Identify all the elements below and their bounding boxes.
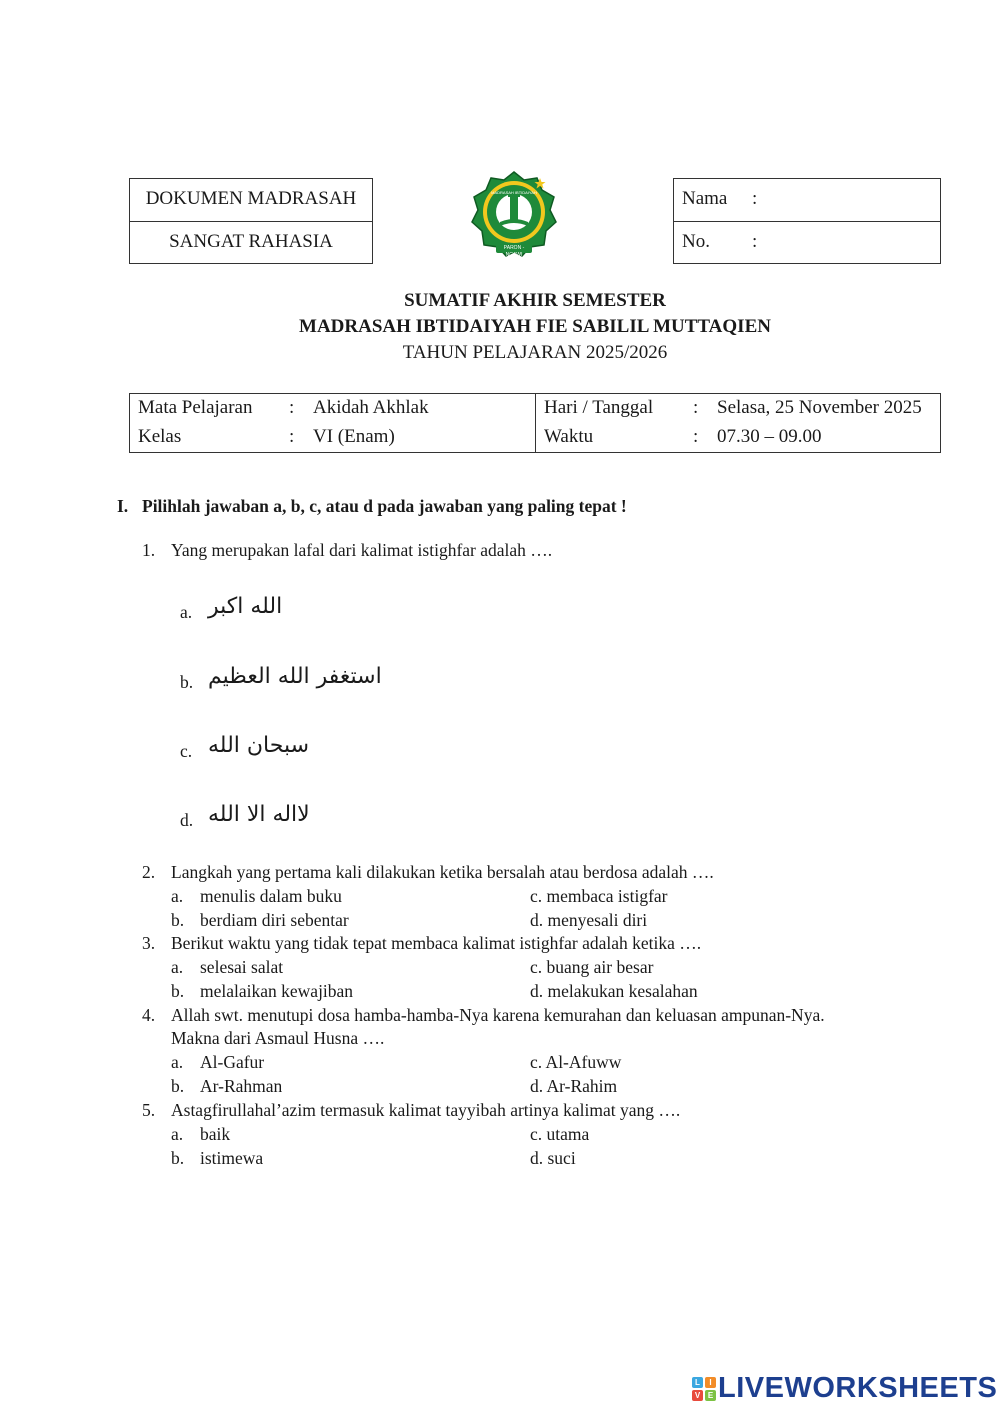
question-text-continued: Makna dari Asmaul Husna …. xyxy=(171,1028,385,1048)
option-letter: b. xyxy=(171,910,185,930)
logo-letter-l: L xyxy=(692,1377,703,1388)
option-letter: a. xyxy=(171,957,184,977)
day-label: Hari / Tanggal xyxy=(544,397,654,418)
day-colon: : xyxy=(693,397,699,418)
option-text[interactable]: melalaikan kewajiban xyxy=(200,981,354,1001)
option-text[interactable]: سبحان الله xyxy=(208,733,310,758)
subject-colon: : xyxy=(289,397,295,418)
option-letter: a. xyxy=(171,1052,184,1072)
class-label: Kelas xyxy=(138,426,182,447)
question-text: Astagfirullahal’azim termasuk kalimat tayyibah artinya kalimat yang …. xyxy=(171,1100,681,1120)
name-colon: : xyxy=(752,188,758,209)
logo-ring-text: MADRASAH IBTIDAIYAH xyxy=(491,190,537,195)
option-letter: b. xyxy=(171,1148,185,1168)
option-letter: a. xyxy=(171,1124,184,1144)
option-text[interactable]: الله اكبر xyxy=(208,594,283,619)
time-label: Waktu xyxy=(544,426,594,447)
question-number: 5. xyxy=(142,1100,156,1120)
option-letter: a. xyxy=(180,602,193,622)
option-text[interactable]: selesai salat xyxy=(200,957,284,977)
option-letter: b. xyxy=(171,1076,185,1096)
logo-letter-e: E xyxy=(705,1390,716,1401)
class-value: VI (Enam) xyxy=(313,426,395,447)
exam-info-table xyxy=(129,393,941,453)
option-letter: d. xyxy=(180,810,194,830)
logo-letter-v: V xyxy=(692,1390,703,1401)
option-letter: c. xyxy=(180,741,193,761)
option-text[interactable]: Al-Gafur xyxy=(200,1052,265,1072)
secret-label: SANGAT RAHASIA xyxy=(169,231,333,252)
option-text[interactable]: استغفر الله العظيم xyxy=(208,664,382,689)
section-number: I. xyxy=(117,496,129,516)
option-text[interactable]: لااله الا الله xyxy=(208,802,310,827)
subject-label: Mata Pelajaran xyxy=(138,397,253,418)
option-text[interactable]: istimewa xyxy=(200,1148,264,1168)
option-text[interactable]: baik xyxy=(200,1124,231,1144)
option-text[interactable]: berdiam diri sebentar xyxy=(200,910,349,930)
day-value: Selasa, 25 November 2025 xyxy=(717,397,922,418)
section-instruction: Pilihlah jawaban a, b, c, atau d pada jawaban yang paling tepat ! xyxy=(142,496,627,516)
logo-letter-i: I xyxy=(705,1377,716,1388)
madrasah-logo xyxy=(466,170,562,258)
option-text[interactable]: c. Al-Afuww xyxy=(530,1052,622,1072)
question-text: Allah swt. menutupi dosa hamba-hamba-Nya karena kemurahan dan keluasan ampunan-Nya. xyxy=(171,1005,825,1025)
option-text[interactable]: d. menyesali diri xyxy=(530,910,648,930)
name-label: Nama xyxy=(682,188,728,209)
option-letter: b. xyxy=(180,672,194,692)
option-text[interactable]: d. Ar-Rahim xyxy=(530,1076,618,1096)
time-colon: : xyxy=(693,426,699,447)
option-text[interactable]: d. suci xyxy=(530,1148,576,1168)
option-text[interactable]: c. buang air besar xyxy=(530,957,654,977)
question-text: Yang merupakan lafal dari kalimat istighfar adalah …. xyxy=(171,540,553,560)
document-label-box xyxy=(129,178,373,264)
liveworksheets-brand[interactable]: LIVEWORKSHEETS xyxy=(718,1372,998,1404)
subject-value: Akidah Akhlak xyxy=(313,397,429,418)
question-text: Langkah yang pertama kali dilakukan ketika bersalah atau berdosa adalah …. xyxy=(171,862,714,882)
student-identity-box xyxy=(673,178,941,264)
time-value: 07.30 – 09.00 xyxy=(717,426,822,447)
document-label: DOKUMEN MADRASAH xyxy=(145,188,357,209)
question-number: 4. xyxy=(142,1005,156,1025)
class-colon: : xyxy=(289,426,295,447)
question-number: 3. xyxy=(142,933,156,953)
number-colon: : xyxy=(752,231,758,252)
logo-bottom-text: PARON - NGAWI xyxy=(503,245,525,258)
exam-title: SUMATIF AKHIR SEMESTER xyxy=(404,290,666,311)
question-text: Berikut waktu yang tidak tepat membaca kalimat istighfar adalah ketika …. xyxy=(171,933,702,953)
academic-year: TAHUN PELAJARAN 2025/2026 xyxy=(402,342,668,363)
option-letter: a. xyxy=(171,886,184,906)
school-name: MADRASAH IBTIDAIYAH FIE SABILIL MUTTAQIEN xyxy=(299,316,771,337)
option-text[interactable]: d. melakukan kesalahan xyxy=(530,981,698,1001)
option-text[interactable]: menulis dalam buku xyxy=(200,886,342,906)
option-letter: b. xyxy=(171,981,185,1001)
option-text[interactable]: Ar-Rahman xyxy=(200,1076,283,1096)
option-text[interactable]: c. membaca istigfar xyxy=(530,886,668,906)
question-number: 2. xyxy=(142,862,156,882)
number-label: No. xyxy=(682,231,710,252)
option-text[interactable]: c. utama xyxy=(530,1124,590,1144)
question-number: 1. xyxy=(142,540,156,560)
liveworksheets-logo-icon xyxy=(692,1377,716,1401)
